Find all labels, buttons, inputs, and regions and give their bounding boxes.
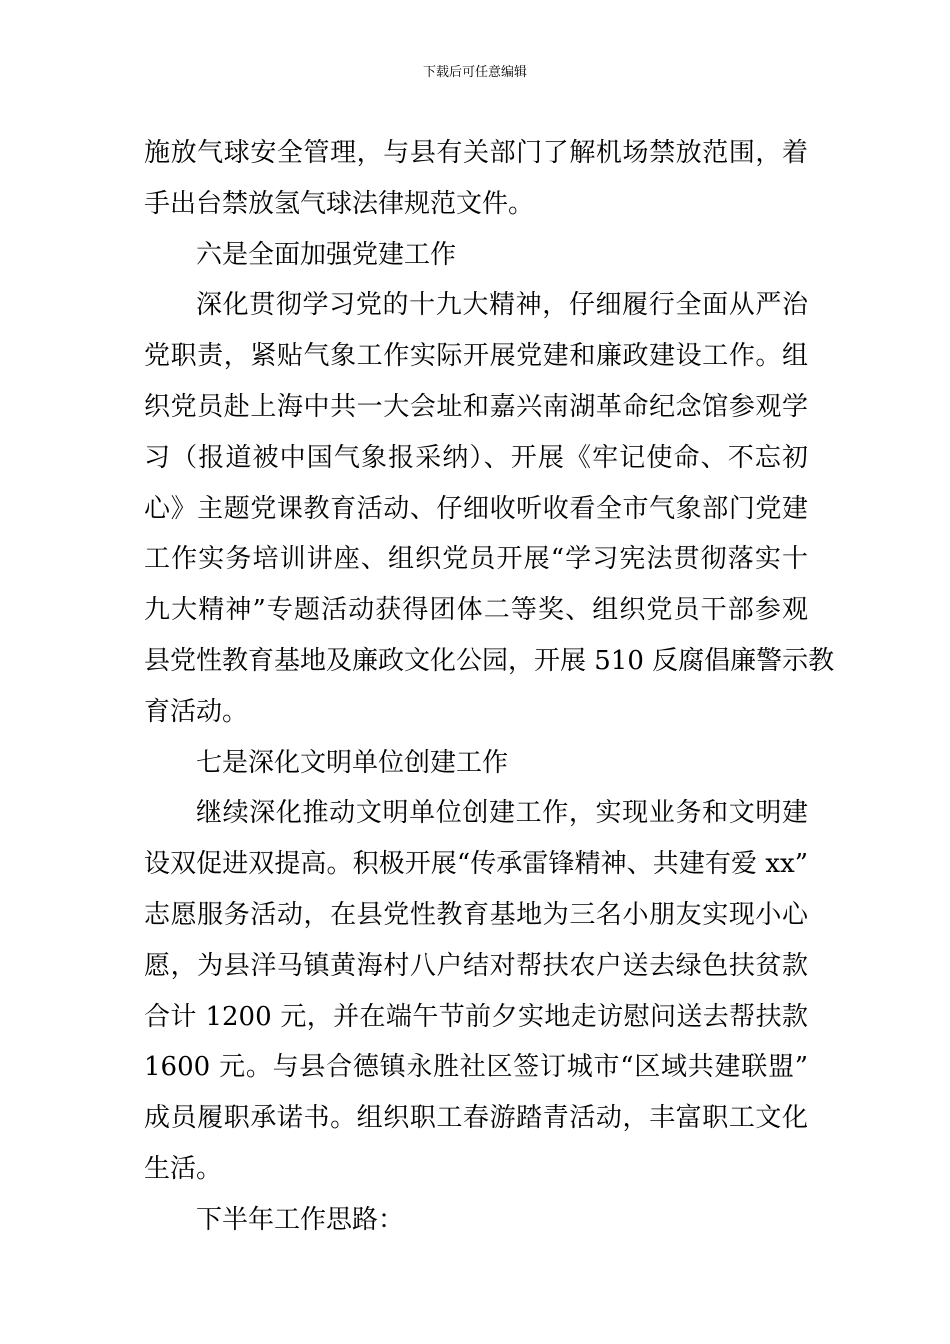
paragraph-line: 合计 1200 元，并在端午节前夕实地走访慰问送去帮扶款 — [144, 1001, 808, 1032]
paragraph-line: 织党员赴上海中共一大会址和嘉兴南湖革命纪念馆参观学 — [144, 391, 808, 422]
paragraph-line: 设双促进双提高。积极开展“传承雷锋精神、共建有爱 xx” — [144, 849, 808, 880]
paragraph-line: 育活动。 — [144, 696, 249, 727]
paragraph-line: 党职责，紧贴气象工作实际开展党建和廉政建设工作。组 — [144, 341, 808, 372]
section-heading: 下半年工作思路： — [196, 1204, 405, 1235]
paragraph-line: 县党性教育基地及廉政文化公园，开展 510 反腐倡廉警示教 — [144, 645, 835, 676]
page-header: 下载后可任意编辑 — [422, 65, 527, 80]
paragraph-line: 生活。 — [144, 1153, 223, 1184]
paragraph-line: 1600 元。与县合德镇永胜社区签订城市“区域共建联盟” — [144, 1052, 808, 1083]
paragraph-line: 继续深化推动文明单位创建工作，实现业务和文明建 — [196, 798, 808, 829]
paragraph-line: 手出台禁放氢气球法律规范文件。 — [144, 188, 535, 219]
section-heading: 七是深化文明单位创建工作 — [196, 747, 509, 778]
paragraph-line: 九大精神”专题活动获得团体二等奖、组织党员干部参观 — [144, 595, 808, 626]
paragraph-line: 成员履职承诺书。组织职工春游踏青活动，丰富职工文化 — [144, 1103, 808, 1134]
paragraph-line: 深化贯彻学习党的十九大精神，仔细履行全面从严治 — [196, 290, 808, 321]
paragraph-line: 工作实务培训讲座、组织党员开展“学习宪法贯彻落实十 — [144, 544, 808, 575]
paragraph-line: 愿，为县洋马镇黄海村八户结对帮扶农户送去绿色扶贫款 — [144, 950, 808, 981]
paragraph-line: 习（报道被中国气象报采纳）、开展《牢记使命、不忘初 — [144, 442, 808, 473]
section-heading: 六是全面加强党建工作 — [196, 239, 457, 270]
paragraph-line: 心》主题党课教育活动、仔细收听收看全市气象部门党建 — [144, 493, 808, 524]
document-body — [144, 128, 835, 1246]
paragraph-line: 施放气球安全管理，与县有关部门了解机场禁放范围，着 — [144, 138, 808, 168]
paragraph-line: 志愿服务活动，在县党性教育基地为三名小朋友实现小心 — [144, 899, 808, 930]
